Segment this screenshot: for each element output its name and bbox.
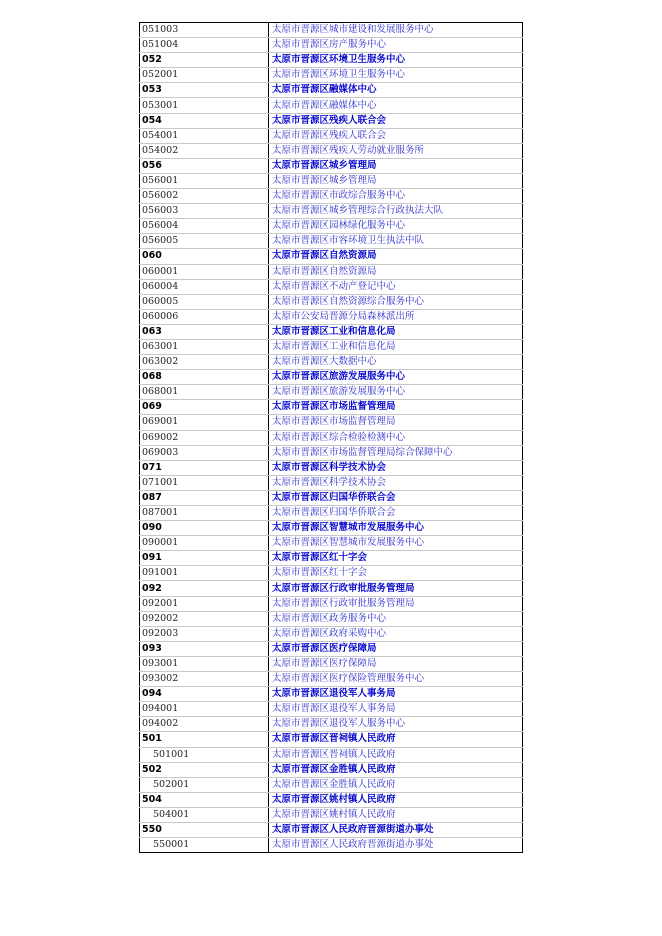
unit-name-cell: 太原市晋源区政务服务中心 xyxy=(269,611,523,626)
table-row xyxy=(140,717,523,732)
unit-code-cell: 087001 xyxy=(140,506,269,521)
unit-name-cell: 太原市晋源区医疗保险管理服务中心 xyxy=(269,672,523,687)
category-row xyxy=(140,762,523,777)
unit-name-cell: 太原市晋源区城市建设和发展服务中心 xyxy=(269,23,523,38)
unit-name-cell: 太原市晋源区城乡管理局 xyxy=(269,158,523,173)
unit-name-cell: 太原市晋源区残疾人联合会 xyxy=(269,113,523,128)
unit-name-cell: 太原市晋源区城乡管理局 xyxy=(269,173,523,188)
table-row xyxy=(140,309,523,324)
unit-code-cell: 051003 xyxy=(140,23,269,38)
unit-code-cell: 087 xyxy=(140,490,269,505)
unit-code-cell: 090 xyxy=(140,521,269,536)
table-row xyxy=(140,68,523,83)
unit-code-cell: 054 xyxy=(140,113,269,128)
unit-name-cell: 太原市晋源区工业和信息化局 xyxy=(269,324,523,339)
unit-name-cell: 太原市晋源区科学技术协会 xyxy=(269,475,523,490)
table-row xyxy=(140,204,523,219)
table-row xyxy=(140,385,523,400)
unit-name-cell: 太原市晋源区归国华侨联合会 xyxy=(269,506,523,521)
category-row xyxy=(140,581,523,596)
unit-code-cell: 504 xyxy=(140,792,269,807)
unit-name-cell: 太原市晋源区房产服务中心 xyxy=(269,38,523,53)
table-row xyxy=(140,702,523,717)
table-row xyxy=(140,536,523,551)
unit-code-cell: 092002 xyxy=(140,611,269,626)
unit-name-cell: 太原市晋源区自然资源综合服务中心 xyxy=(269,294,523,309)
table-row xyxy=(140,777,523,792)
table-row xyxy=(140,445,523,460)
unit-name-cell: 太原市晋源区政府采购中心 xyxy=(269,626,523,641)
table-row xyxy=(140,355,523,370)
category-row xyxy=(140,641,523,656)
unit-code-cell: 092003 xyxy=(140,626,269,641)
unit-code-cell: 069 xyxy=(140,400,269,415)
category-row xyxy=(140,83,523,98)
unit-code-cell: 093002 xyxy=(140,672,269,687)
unit-code-cell: 052 xyxy=(140,53,269,68)
table-row xyxy=(140,475,523,490)
category-row xyxy=(140,113,523,128)
table-row xyxy=(140,294,523,309)
table-row xyxy=(140,128,523,143)
unit-name-cell: 太原市晋源区医疗保障局 xyxy=(269,641,523,656)
unit-name-cell: 太原市晋源区自然资源局 xyxy=(269,264,523,279)
unit-name-cell: 太原市晋源区科学技术协会 xyxy=(269,460,523,475)
unit-code-cell: 054001 xyxy=(140,128,269,143)
unit-code-cell: 063002 xyxy=(140,355,269,370)
table-row xyxy=(140,219,523,234)
unit-code-cell: 092 xyxy=(140,581,269,596)
unit-code-cell: 092001 xyxy=(140,596,269,611)
table-row xyxy=(140,656,523,671)
table-row xyxy=(140,611,523,626)
unit-name-cell: 太原市晋源区工业和信息化局 xyxy=(269,339,523,354)
unit-code-cell: 069003 xyxy=(140,445,269,460)
unit-code-cell: 056002 xyxy=(140,189,269,204)
category-row xyxy=(140,792,523,807)
table-row xyxy=(140,143,523,158)
unit-name-cell: 太原市公安局晋源分局森林派出所 xyxy=(269,309,523,324)
unit-name-cell: 太原市晋源区旅游发展服务中心 xyxy=(269,385,523,400)
unit-code-cell: 056005 xyxy=(140,234,269,249)
unit-code-cell: 060005 xyxy=(140,294,269,309)
unit-name-cell: 太原市晋源区融媒体中心 xyxy=(269,98,523,113)
unit-code-cell: 068001 xyxy=(140,385,269,400)
unit-code-cell: 071 xyxy=(140,460,269,475)
unit-name-cell: 太原市晋源区旅游发展服务中心 xyxy=(269,370,523,385)
category-row xyxy=(140,53,523,68)
unit-code-cell: 550 xyxy=(140,822,269,837)
unit-name-cell: 太原市晋源区环境卫生服务中心 xyxy=(269,53,523,68)
unit-code-cell: 091 xyxy=(140,551,269,566)
table-row xyxy=(140,415,523,430)
unit-code-cell: 063 xyxy=(140,324,269,339)
unit-code-cell: 502001 xyxy=(140,777,269,792)
category-row xyxy=(140,158,523,173)
table-row xyxy=(140,98,523,113)
category-row xyxy=(140,822,523,837)
unit-code-cell: 504001 xyxy=(140,807,269,822)
unit-code-cell: 071001 xyxy=(140,475,269,490)
unit-name-cell: 太原市晋源区金胜镇人民政府 xyxy=(269,762,523,777)
unit-code-cell: 550001 xyxy=(140,838,269,853)
table-row xyxy=(140,339,523,354)
category-row xyxy=(140,460,523,475)
unit-code-cell: 093001 xyxy=(140,656,269,671)
unit-name-cell: 太原市晋源区姚村镇人民政府 xyxy=(269,807,523,822)
unit-code-table xyxy=(139,22,523,853)
unit-code-cell: 060004 xyxy=(140,279,269,294)
unit-name-cell: 太原市晋源区市场监督管理局 xyxy=(269,400,523,415)
unit-code-cell: 094 xyxy=(140,687,269,702)
table-row xyxy=(140,747,523,762)
unit-name-cell: 太原市晋源区红十字会 xyxy=(269,551,523,566)
unit-code-cell: 060001 xyxy=(140,264,269,279)
unit-name-cell: 太原市晋源区智慧城市发展服务中心 xyxy=(269,536,523,551)
unit-code-cell: 056004 xyxy=(140,219,269,234)
unit-name-cell: 太原市晋源区大数据中心 xyxy=(269,355,523,370)
table-row xyxy=(140,596,523,611)
unit-code-cell: 056003 xyxy=(140,204,269,219)
unit-name-cell: 太原市晋源区融媒体中心 xyxy=(269,83,523,98)
table-row xyxy=(140,189,523,204)
unit-name-cell: 太原市晋源区归国华侨联合会 xyxy=(269,490,523,505)
table-row xyxy=(140,672,523,687)
table-row xyxy=(140,566,523,581)
category-row xyxy=(140,687,523,702)
table-row xyxy=(140,23,523,38)
unit-name-cell: 太原市晋源区智慧城市发展服务中心 xyxy=(269,521,523,536)
unit-code-cell: 053001 xyxy=(140,98,269,113)
table-row xyxy=(140,838,523,853)
unit-name-cell: 太原市晋源区人民政府晋源街道办事处 xyxy=(269,838,523,853)
category-row xyxy=(140,551,523,566)
table-row xyxy=(140,264,523,279)
unit-name-cell: 太原市晋源区园林绿化服务中心 xyxy=(269,219,523,234)
unit-code-cell: 069002 xyxy=(140,430,269,445)
unit-name-cell: 太原市晋源区医疗保障局 xyxy=(269,656,523,671)
unit-code-cell: 060006 xyxy=(140,309,269,324)
unit-code-cell: 093 xyxy=(140,641,269,656)
unit-name-cell: 太原市晋源区行政审批服务管理局 xyxy=(269,581,523,596)
unit-code-cell: 051004 xyxy=(140,38,269,53)
unit-name-cell: 太原市晋源区残疾人联合会 xyxy=(269,128,523,143)
unit-name-cell: 太原市晋源区行政审批服务管理局 xyxy=(269,596,523,611)
unit-name-cell: 太原市晋源区金胜镇人民政府 xyxy=(269,777,523,792)
unit-code-cell: 060 xyxy=(140,249,269,264)
unit-name-cell: 太原市晋源区环境卫生服务中心 xyxy=(269,68,523,83)
unit-code-cell: 501001 xyxy=(140,747,269,762)
unit-name-cell: 太原市晋源区不动产登记中心 xyxy=(269,279,523,294)
unit-name-cell: 太原市晋源区综合检验检测中心 xyxy=(269,430,523,445)
unit-name-cell: 太原市晋源区人民政府晋源街道办事处 xyxy=(269,822,523,837)
unit-code-cell: 056001 xyxy=(140,173,269,188)
unit-name-cell: 太原市晋源区姚村镇人民政府 xyxy=(269,792,523,807)
table-row xyxy=(140,38,523,53)
unit-code-cell: 054002 xyxy=(140,143,269,158)
unit-code-cell: 068 xyxy=(140,370,269,385)
unit-code-cell: 053 xyxy=(140,83,269,98)
unit-name-cell: 太原市晋源区市场监督管理局 xyxy=(269,415,523,430)
unit-code-cell: 056 xyxy=(140,158,269,173)
table-row xyxy=(140,279,523,294)
table-row xyxy=(140,506,523,521)
unit-code-cell: 063001 xyxy=(140,339,269,354)
table-row xyxy=(140,807,523,822)
unit-code-cell: 052001 xyxy=(140,68,269,83)
table-row xyxy=(140,430,523,445)
table-row xyxy=(140,234,523,249)
unit-name-cell: 太原市晋源区红十字会 xyxy=(269,566,523,581)
table-row xyxy=(140,173,523,188)
category-row xyxy=(140,732,523,747)
unit-code-cell: 094001 xyxy=(140,702,269,717)
unit-code-cell: 094002 xyxy=(140,717,269,732)
unit-name-cell: 太原市晋源区自然资源局 xyxy=(269,249,523,264)
unit-name-cell: 太原市晋源区市容环境卫生执法中队 xyxy=(269,234,523,249)
unit-code-cell: 090001 xyxy=(140,536,269,551)
unit-name-cell: 太原市晋源区退役军人事务局 xyxy=(269,702,523,717)
table-body xyxy=(140,23,523,853)
category-row xyxy=(140,249,523,264)
category-row xyxy=(140,370,523,385)
category-row xyxy=(140,521,523,536)
unit-code-cell: 069001 xyxy=(140,415,269,430)
unit-name-cell: 太原市晋源区市政综合服务中心 xyxy=(269,189,523,204)
unit-name-cell: 太原市晋源区退役军人事务局 xyxy=(269,687,523,702)
unit-name-cell: 太原市晋源区退役军人服务中心 xyxy=(269,717,523,732)
unit-name-cell: 太原市晋源区市场监督管理局综合保障中心 xyxy=(269,445,523,460)
unit-name-cell: 太原市晋源区晋祠镇人民政府 xyxy=(269,732,523,747)
category-row xyxy=(140,400,523,415)
category-row xyxy=(140,324,523,339)
unit-name-cell: 太原市晋源区晋祠镇人民政府 xyxy=(269,747,523,762)
unit-name-cell: 太原市晋源区城乡管理综合行政执法大队 xyxy=(269,204,523,219)
unit-name-cell: 太原市晋源区残疾人劳动就业服务所 xyxy=(269,143,523,158)
unit-code-cell: 091001 xyxy=(140,566,269,581)
category-row xyxy=(140,490,523,505)
unit-code-cell: 502 xyxy=(140,762,269,777)
table-row xyxy=(140,626,523,641)
unit-code-cell: 501 xyxy=(140,732,269,747)
